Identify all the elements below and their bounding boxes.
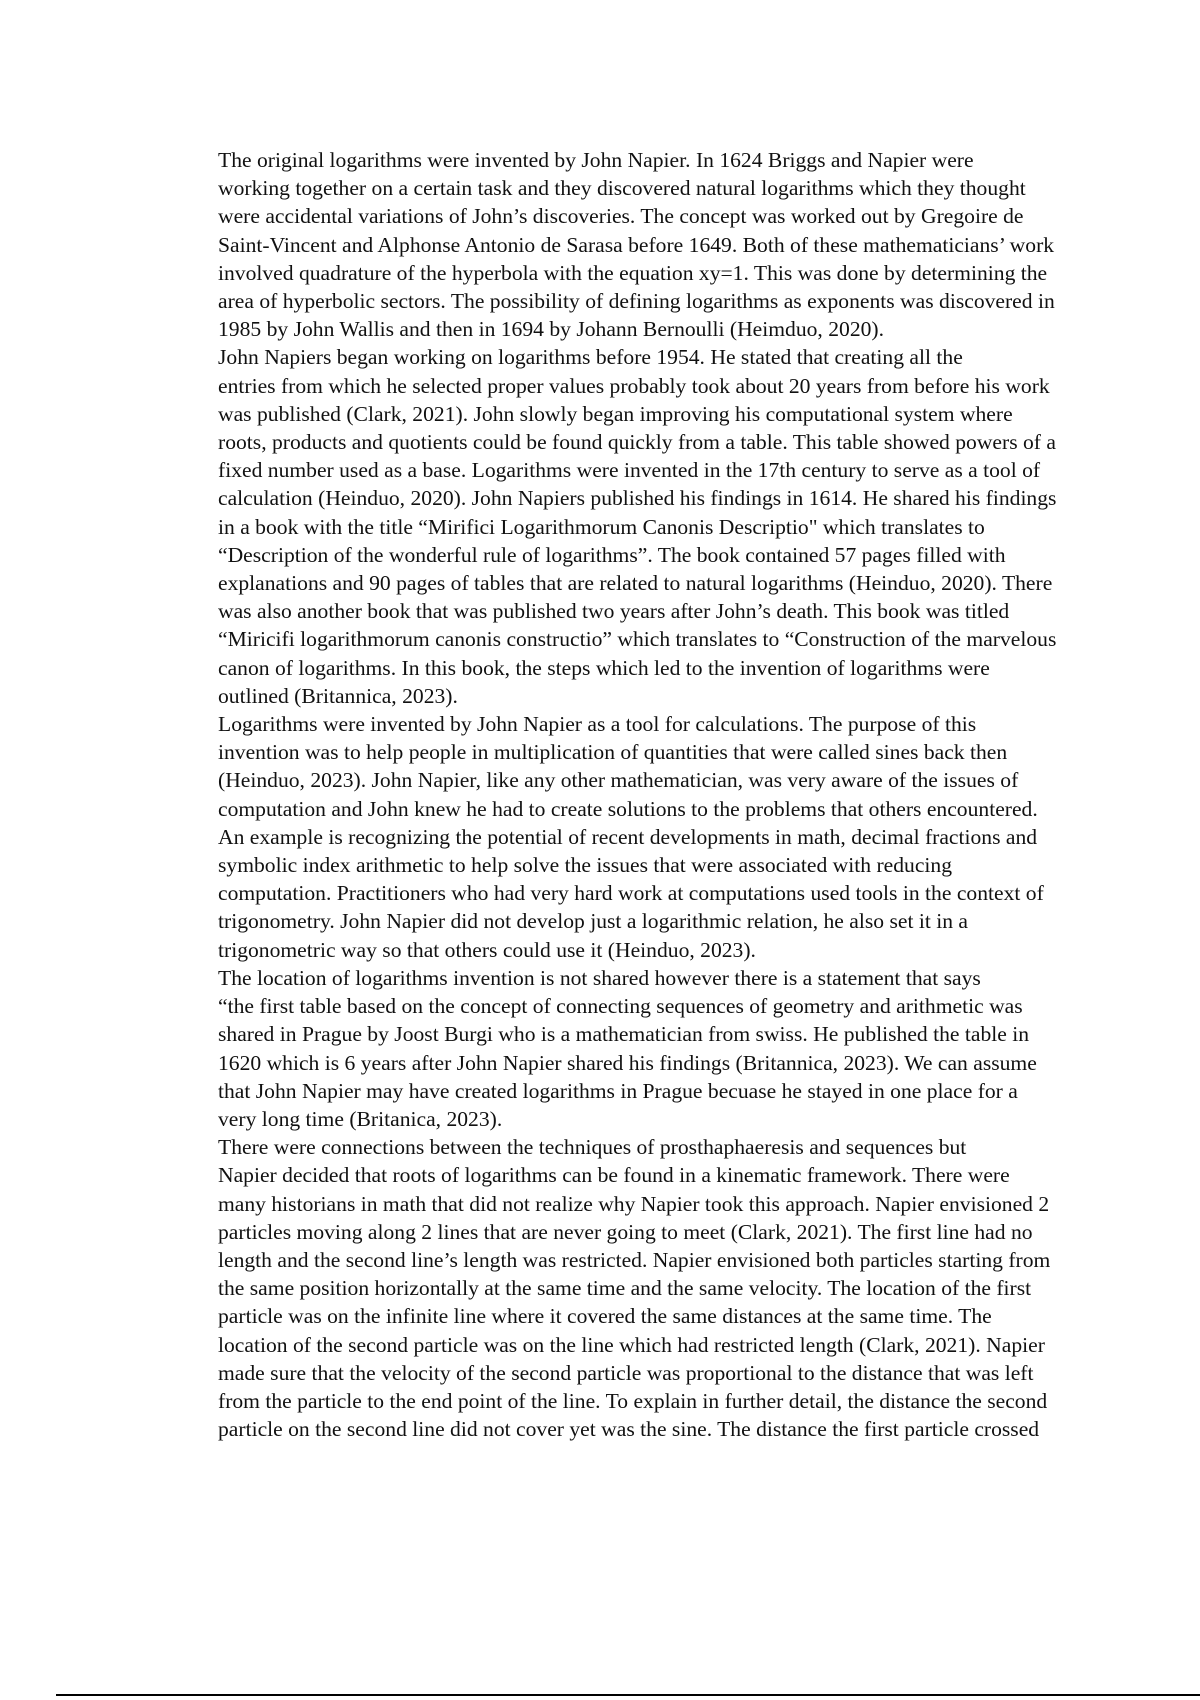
text-line: roots, products and quotients could be found quickly from a table. This table showed powers of a (218, 430, 1056, 455)
text-line: many historians in math that did not realize why Napier took this approach. Napier envisioned 2 (218, 1191, 1050, 1216)
text-line: trigonometric way so that others could use it (Heinduo, 2023). (218, 937, 756, 962)
text-line: (Heinduo, 2023). John Napier, like any other mathematician, was very aware of the issues of (218, 768, 1019, 793)
text-line: made sure that the velocity of the second particle was proportional to the distance that was left (218, 1360, 1034, 1385)
text-line: computation and John knew he had to create solutions to the problems that others encountered. (218, 796, 1038, 821)
text-line: particle on the second line did not cover yet was the sine. The distance the first particle crossed (218, 1417, 1040, 1442)
text-line: shared in Prague by Joost Burgi who is a mathematician from swiss. He published the table in (218, 1022, 1030, 1047)
text-line: trigonometry. John Napier did not develop just a logarithmic relation, he also set it in a (218, 909, 969, 934)
text-line: was also another book that was published two years after John’s death. This book was titled (218, 599, 1010, 624)
body-text (146, 146, 1088, 1443)
text-line: that John Napier may have created logarithms in Prague becuase he stayed in one place for a (218, 1078, 1018, 1103)
paragraph-2 (146, 343, 1088, 710)
text-line: particles moving along 2 lines that are never going to meet (Clark, 2021). The first line had no (218, 1219, 1033, 1244)
text-line: involved quadrature of the hyperbola with the equation xy=1. This was done by determining the (218, 260, 1048, 285)
text-line: There were connections between the techniques of prosthaphaeresis and sequences but (218, 1135, 967, 1160)
text-line: computation. Practitioners who had very hard work at computations used tools in the context of (218, 881, 1044, 906)
text-line: in a book with the title “Mirifici Logarithmorum Canonis Descriptio" which translates to (218, 514, 985, 539)
paragraph-5 (146, 1133, 1088, 1443)
paragraph-3 (146, 710, 1088, 964)
text-line: Saint-Vincent and Alphonse Antonio de Sarasa before 1649. Both of these mathematicians’ work (218, 232, 1055, 257)
text-line: calculation (Heinduo, 2020). John Napiers published his findings in 1614. He shared his findings (218, 486, 1057, 511)
text-line: working together on a certain task and they discovered natural logarithms which they thought (218, 176, 1026, 201)
text-line: very long time (Britanica, 2023). (218, 1106, 503, 1131)
text-line: fixed number used as a base. Logarithms were invented in the 17th century to serve as a tool of (218, 458, 1041, 483)
text-line: “Miricifi logarithmorum canonis constructio” which translates to “Construction of the marvelous (218, 627, 1057, 652)
footer-rule (56, 1694, 1200, 1696)
text-line: Logarithms were invented by John Napier as a tool for calculations. The purpose of this (218, 712, 977, 737)
text-line: “Description of the wonderful rule of logarithms”. The book contained 57 pages filled with (218, 542, 1006, 567)
text-line: explanations and 90 pages of tables that are related to natural logarithms (Heinduo, 2020). There (218, 571, 1053, 596)
text-line: entries from which he selected proper values probably took about 20 years from before his work (218, 373, 1050, 398)
text-line: particle was on the infinite line where it covered the same distances at the same time. The (218, 1304, 992, 1329)
paragraph-4 (146, 964, 1088, 1133)
text-line: An example is recognizing the potential of recent developments in math, decimal fractions and (218, 824, 1038, 849)
text-line: “the first table based on the concept of connecting sequences of geometry and arithmetic was (218, 994, 1023, 1019)
text-line: area of hyperbolic sectors. The possibility of defining logarithms as exponents was discovered in (218, 289, 1055, 314)
text-line: The location of logarithms invention is not shared however there is a statement that says (218, 965, 981, 990)
text-line: from the particle to the end point of the line. To explain in further detail, the distance the second (218, 1388, 1048, 1413)
text-line: the same position horizontally at the same time and the same velocity. The location of the first (218, 1276, 1032, 1301)
text-line: 1985 by John Wallis and then in 1694 by Johann Bernoulli (Heimduo, 2020). (218, 317, 885, 342)
text-line: Napier decided that roots of logarithms can be found in a kinematic framework. There were (218, 1163, 1010, 1188)
text-line: canon of logarithms. In this book, the steps which led to the invention of logarithms were (218, 655, 990, 680)
text-line: The original logarithms were invented by John Napier. In 1624 Briggs and Napier were (218, 148, 974, 172)
text-line: invention was to help people in multiplication of quantities that were called sines back then (218, 740, 1008, 765)
text-line: location of the second particle was on the line which had restricted length (Clark, 2021). Napier (218, 1332, 1045, 1357)
text-line: outlined (Britannica, 2023). (218, 683, 458, 708)
text-line: symbolic index arithmetic to help solve the issues that were associated with reducing (218, 853, 952, 878)
text-line: John Napiers began working on logarithms before 1954. He stated that creating all the (218, 345, 963, 370)
paragraph-1 (146, 146, 1088, 343)
text-line: was published (Clark, 2021). John slowly began improving his computational system where (218, 401, 1013, 426)
text-line: length and the second line’s length was restricted. Napier envisioned both particles starting from (218, 1247, 1051, 1272)
text-line: were accidental variations of John’s discoveries. The concept was worked out by Gregoire de (218, 204, 1024, 229)
text-line: 1620 which is 6 years after John Napier shared his findings (Britannica, 2023). We can assume (218, 1050, 1037, 1075)
